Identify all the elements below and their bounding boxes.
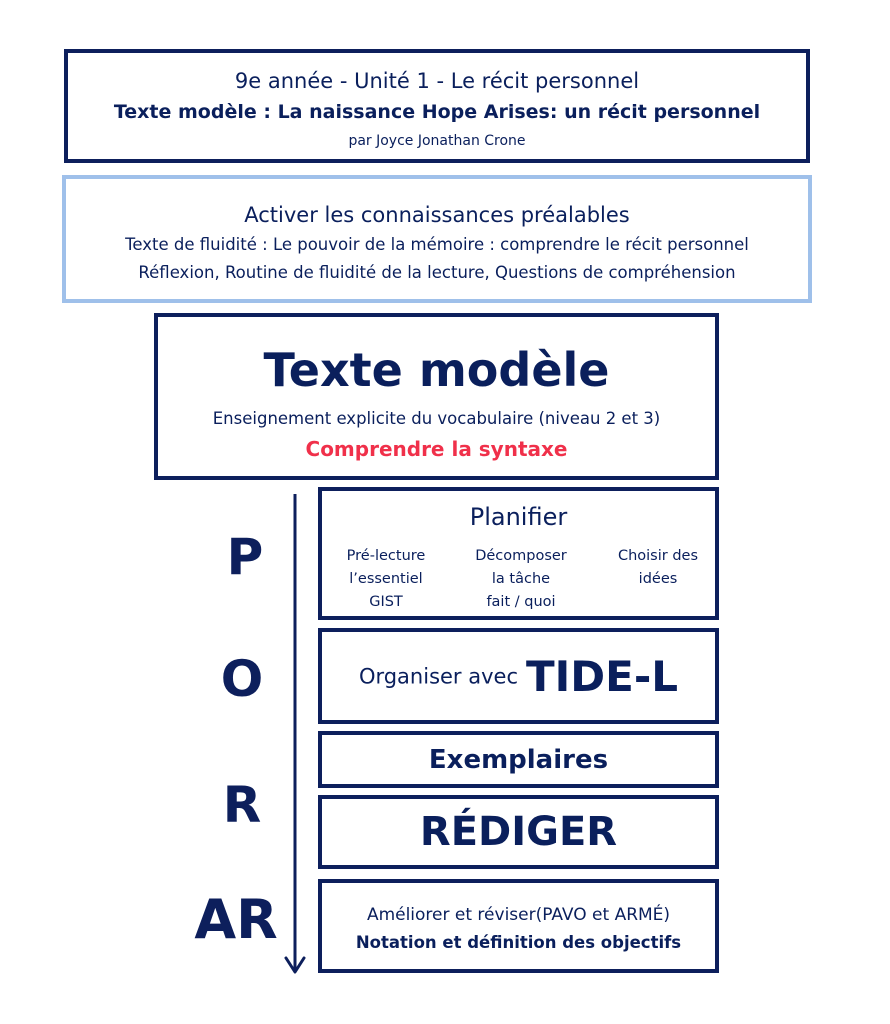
organize-text: Organiser avec <box>358 664 519 689</box>
improve-line: Améliorer et réviser(PAVO et ARMÉ) <box>366 905 671 925</box>
goals-line: Notation et définition des objectifs <box>355 933 682 952</box>
plan-column-decompose <box>459 545 583 614</box>
vocabulary-line: Enseignement explicite du vocabulaire (niveau 2 et 3) <box>212 409 661 428</box>
activate-knowledge-box <box>62 175 812 303</box>
unit-title: 9e année - Unité 1 - Le récit personnel <box>234 69 640 93</box>
syntax-highlight: Comprendre la syntaxe <box>305 437 568 461</box>
plan-box <box>318 487 719 620</box>
model-title: Texte modèle <box>263 343 610 397</box>
author-line: par Joyce Jonathan Crone <box>348 133 526 149</box>
organize-box <box>318 628 719 724</box>
improve-box <box>318 879 719 973</box>
plan-item: Choisir des <box>617 548 699 564</box>
exemplaires-label: Exemplaires <box>428 745 609 775</box>
plan-item: Décomposer <box>475 548 567 564</box>
rediger-label: RÉDIGER <box>419 809 618 855</box>
plan-column-choose <box>600 545 716 591</box>
tide-l-label: TIDE-L <box>526 652 679 701</box>
letter-ar: AR <box>194 888 278 951</box>
fluency-text-line: Texte de fluidité : Le pouvoir de la mémoire : comprendre le récit personnel <box>125 235 749 254</box>
activate-title: Activer les connaissances préalables <box>244 203 630 227</box>
letter-r: R <box>222 776 262 834</box>
plan-item: la tâche <box>491 571 551 587</box>
plan-item: l’essentiel <box>349 571 423 587</box>
rediger-box <box>318 795 719 869</box>
unit-header-box <box>64 49 810 163</box>
exemplaires-box <box>318 731 719 788</box>
plan-item: GIST <box>369 594 403 610</box>
plan-item: fait / quoi <box>486 594 556 610</box>
plan-title: Planifier <box>469 503 568 531</box>
model-text-title: Texte modèle : La naissance Hope Arises: un récit personnel <box>113 101 761 123</box>
letter-p: P <box>226 528 264 586</box>
reflection-line: Réflexion, Routine de fluidité de la lecture, Questions de compréhension <box>138 263 736 282</box>
model-text-box <box>154 313 719 480</box>
plan-column-prereading <box>330 545 442 614</box>
letter-o: O <box>220 650 264 708</box>
plan-item: Pré-lecture <box>346 548 426 564</box>
plan-item: idées <box>638 571 678 587</box>
